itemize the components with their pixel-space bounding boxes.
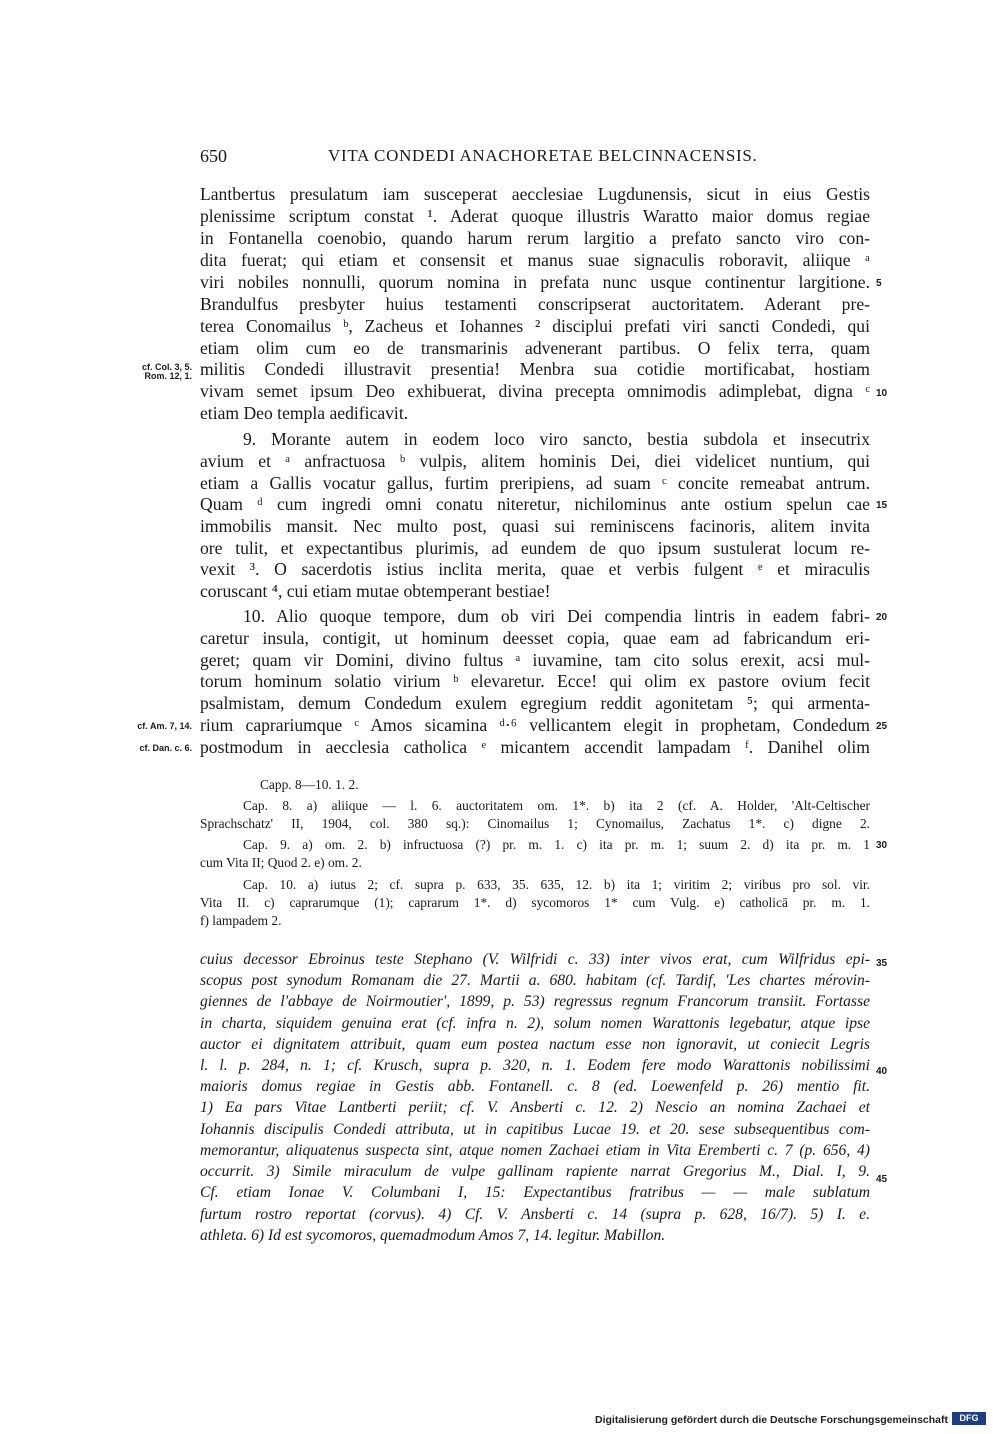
text-line: avium et ᵃ anfractuosa ᵇ vulpis, alitem hominis Dei, diei videlicet nuntium, qui: [200, 451, 870, 471]
footnote-line: athleta. 6) Id est sycomoros, quemadmodum Amos 7, 14. legitur. Mabillon.: [200, 1227, 666, 1244]
footnote-line: Iohannis discipulis Condedi attributa, ut in capitibus Lucae 19. et 20. sese subsequentibus com-: [200, 1121, 870, 1138]
footnote-line: Cf. etiam Ionae V. Columbani I, 15: Expectantibus fratribus — — male sublatum: [200, 1184, 870, 1201]
footnote-line: maioris domus regiae in Gestis abb. Fontanell. c. 8 (ed. Loewenfeld p. 26) mentio fit.: [200, 1078, 870, 1095]
text-line: torum hominum solatio virium ᵇ elevaretur. Ecce! qui olim ex pastore ovium fecit: [200, 671, 870, 691]
apparatus-line: f) lampadem 2.: [200, 913, 282, 928]
line-number: 20: [876, 612, 888, 623]
text-line: postmodum in aecclesia catholica ᵉ micantem accendit lampadam ᶠ. Danihel olim: [200, 737, 870, 757]
apparatus-line: Cap. 9. a) om. 2. b) infructuosa (?) pr. m. 1. c) ita pr. m. 1; suum 2. d) ita pr. m. 1: [243, 837, 870, 852]
footnote-line: furtum rostro reportat (corvus). 4) Cf. V. Ansberti c. 14 (supra p. 628, 16/7). 5) I. e.: [200, 1206, 870, 1223]
text-line: geret; quam vir Domini, divino fultus ᵃ iuvamine, tam cito solus erexit, acsi mul-: [200, 650, 870, 670]
text-line: plenissime scriptum constat ¹. Aderat quoque illustris Waratto maior domus regiae: [200, 206, 870, 226]
text-line: vivam semet ipsum Deo exhibuerat, divina precepta omnimodis adimplebat, digna ᶜ: [200, 381, 870, 401]
digitization-credit: Digitalisierung gefördert durch die Deutsche Forschungsgemeinschaft: [595, 1414, 948, 1426]
text-line: caretur insula, contigit, ut hominum deesset copia, quae eam ad fabricandum eri-: [200, 628, 870, 648]
text-line: rium caprariumque ᶜ Amos sicamina ᵈ·⁶ vellicantem elegit in prophetam, Condedum: [200, 715, 870, 735]
text-line: viri nobiles nonnulli, quorum nomina in prefata nunc usque continentur largitione.: [200, 272, 870, 292]
line-number: 10: [876, 388, 888, 399]
apparatus-heading: Capp. 8—10. 1. 2.: [260, 777, 359, 792]
apparatus-line: Sprachschatz' II, 1904, col. 380 sq.): Cinomailus 1; Cynomailus, Zachatus 1*. c) digne 2.: [200, 816, 870, 831]
apparatus-line: cum Vita II; Quod 2. e) om. 2.: [200, 855, 362, 870]
text-line: terea Conomailus ᵇ, Zacheus et Iohannes ² disciplui prefati viri sancti Condedi, qui: [200, 316, 870, 336]
text-line: dita fuerat; qui etiam et consensit et manus suae signaculis roboravit, aliique ᵃ: [200, 250, 870, 270]
footnote-line: auctor ei dignitatem attribuit, quam eum postea nactum esse non ignoravit, ut coniecit Legris: [200, 1036, 870, 1053]
text-line: militis Condedi illustravit presentia! Menbra sua cotidie mortificabat, hostiam: [200, 359, 870, 379]
margin-ref: cf. Am. 7, 14.: [137, 721, 192, 731]
footnote-line: cuius decessor Ebroinus teste Stephano (V. Wilfridi c. 33) inter vivos erat, cum Wilfridus epi-: [200, 951, 870, 968]
text-line: vexit ³. O sacerdotis istius inclita merita, quae et verbis fulgent ᵉ et miraculis: [200, 559, 870, 579]
apparatus-line: Vita II. c) caprarumque (1); caprarum 1*. d) sycomoros 1* cum Vulg. e) catholicā pr. m. 1.: [200, 895, 870, 910]
text-line: etiam a Gallis vocatur gallus, furtim preripiens, ad suam ᶜ concite remeabat antrum.: [200, 473, 870, 493]
line-number: 15: [876, 500, 888, 511]
footnote-line: memorantur, aliquatenus suspecta sint, atque nomen Zachaei etiam in Vita Eremberti c. 7 (p. 656, 4): [200, 1142, 870, 1159]
margin-ref: cf. Dan. c. 6.: [139, 743, 192, 753]
dfg-logo-text: DFG: [959, 1413, 979, 1423]
line-number: 35: [876, 958, 888, 969]
margin-ref: Rom. 12, 1.: [144, 371, 192, 381]
footnote-line: giennes de l'abbaye de Noirmoutier', 1899, p. 53) regressus regnum Francorum transiit. Fortasse: [200, 993, 870, 1010]
text-line: Brandulfus presbyter huius testamenti conscripserat auctoritatem. Aderant pre-: [200, 294, 870, 314]
chapter-9-start: 9. Morante autem in eodem loco viro sancto, bestia subdola et insecutrix: [243, 429, 870, 449]
apparatus-line: Cap. 10. a) iutus 2; cf. supra p. 633, 35. 635, 12. b) ita 1; viritim 2; viribus pro sol. vir.: [243, 877, 870, 892]
line-number: 25: [876, 721, 888, 732]
page-number: 650: [200, 146, 227, 166]
line-number: 5: [876, 278, 882, 289]
text-line: psalmistam, demum Condedum exulem egregium reddit agonitetam ⁵; qui armenta-: [200, 693, 870, 713]
footnote-line: scopus post synodum Romanam die 27. Martii a. 680. habitam (cf. Tardif, 'Les chartes mérovin-: [200, 972, 870, 989]
running-title: VITA CONDEDI ANACHORETAE BELCINNACENSIS.: [328, 146, 758, 165]
text-line: Quam ᵈ cum ingredi omni conatu niteretur, nichilominus ante ostium spelun cae: [200, 494, 870, 514]
text-line: immobilis mansit. Nec multo post, quasi sui reminiscens facinoris, alitem invita: [200, 516, 870, 536]
text-line: coruscant ⁴, cui etiam mutae obtemperant bestiae!: [200, 581, 551, 601]
line-number: 40: [876, 1066, 888, 1077]
text-line: in Fontanella coenobio, quando harum rerum largitio a prefato sancto viro con-: [200, 228, 870, 248]
text-line: etiam olim cum eo de transmarinis advenerant partibus. O felix terra, quam: [200, 338, 870, 358]
dfg-logo: [952, 1412, 986, 1425]
footnote-line: l. l. p. 284, n. 1; cf. Krusch, supra p. 320, n. 1. Eodem fere modo Warattonis nobilissimi: [200, 1057, 870, 1074]
footnote-line: in charta, siquidem genuina erat (cf. infra n. 2), solum nomen Warattonis legebatur, atque ipse: [200, 1015, 870, 1032]
text-line: ore tulit, et expectantibus plurimis, ad eundem de quo ipsum sustulerat locum re-: [200, 538, 870, 558]
margin-ref: cf. Col. 3, 5.: [141, 362, 192, 372]
line-number: 45: [876, 1174, 888, 1185]
text-line: Lantbertus presulatum iam susceperat aecclesiae Lugdunensis, sicut in eius Gestis: [200, 184, 870, 204]
footnote-line: 1) Ea pars Vitae Lantberti periit; cf. V. Ansberti c. 12. 2) Nescio an nomina Zachaei et: [200, 1099, 870, 1116]
text-line: etiam Deo templa aedificavit.: [200, 403, 409, 423]
line-number: 30: [876, 840, 888, 851]
chapter-10-start: 10. Alio quoque tempore, dum ob viri Dei compendia lintris in eadem fabri-: [243, 606, 870, 626]
apparatus-line: Cap. 8. a) aliique — l. 6. auctoritatem om. 1*. b) ita 2 (cf. A. Holder, 'Alt-Celtischer: [243, 798, 870, 813]
footnote-line: occurrit. 3) Simile miraculum de vulpe gallinam rapiente narrat Gregorius M., Dial. I, 9.: [200, 1163, 870, 1180]
